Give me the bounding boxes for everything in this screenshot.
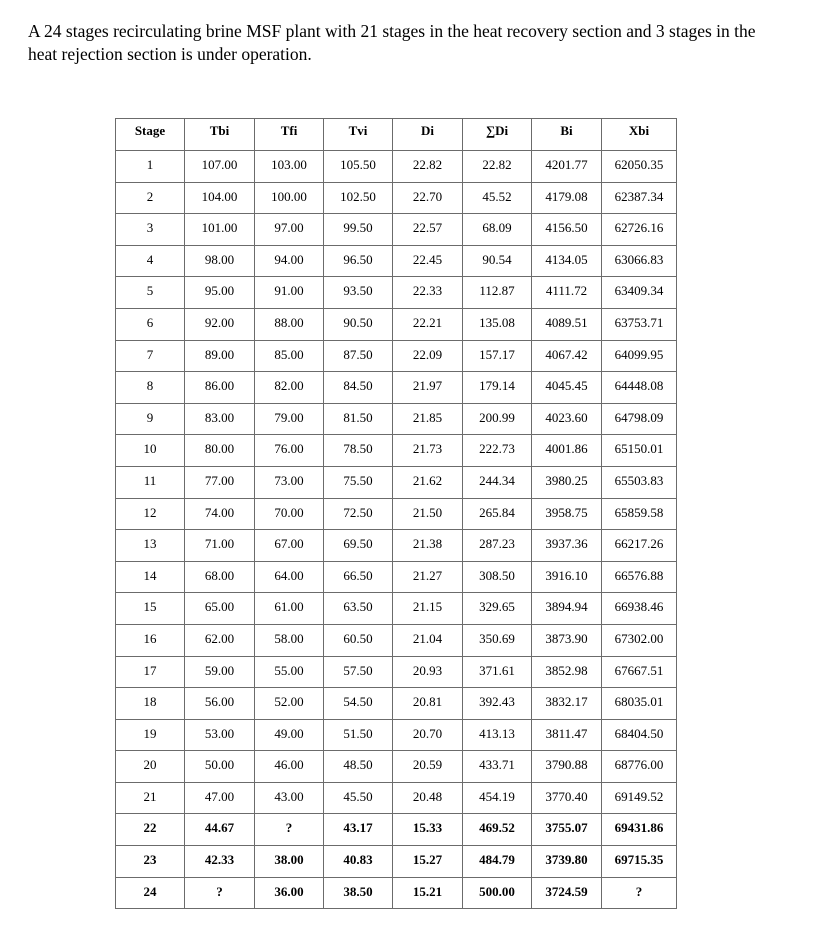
table-cell: 38.50 — [324, 877, 393, 909]
table-cell: 64798.09 — [602, 403, 677, 435]
table-cell: 90.54 — [463, 245, 532, 277]
table-cell: 4134.05 — [532, 245, 602, 277]
table-cell: 3 — [116, 214, 185, 246]
table-cell: ? — [602, 877, 677, 909]
table-cell: 67.00 — [255, 530, 324, 562]
table-cell: 65503.83 — [602, 466, 677, 498]
column-header: Bi — [532, 119, 602, 151]
table-row — [116, 751, 677, 783]
table-header-row — [116, 119, 677, 151]
table-cell: 22.82 — [393, 151, 463, 183]
table-cell: 68.00 — [185, 561, 255, 593]
table-cell: ? — [255, 814, 324, 846]
table-cell: 100.00 — [255, 182, 324, 214]
table-cell: 112.87 — [463, 277, 532, 309]
table-cell: 66576.88 — [602, 561, 677, 593]
table-cell: 64099.95 — [602, 340, 677, 372]
table-cell: 21.15 — [393, 593, 463, 625]
column-header: Tvi — [324, 119, 393, 151]
table-cell: 36.00 — [255, 877, 324, 909]
table-cell: 103.00 — [255, 151, 324, 183]
table-cell: 38.00 — [255, 846, 324, 878]
table-cell: 484.79 — [463, 846, 532, 878]
table-row — [116, 182, 677, 214]
table-cell: 62.00 — [185, 624, 255, 656]
table-cell: 287.23 — [463, 530, 532, 562]
table-cell: 62050.35 — [602, 151, 677, 183]
table-cell: 3894.94 — [532, 593, 602, 625]
table-row — [116, 814, 677, 846]
table-cell: 392.43 — [463, 688, 532, 720]
table-cell: 75.50 — [324, 466, 393, 498]
table-cell: 50.00 — [185, 751, 255, 783]
table-cell: 21.04 — [393, 624, 463, 656]
table-cell: 21.38 — [393, 530, 463, 562]
table-row — [116, 719, 677, 751]
table-cell: 79.00 — [255, 403, 324, 435]
table-cell: 53.00 — [185, 719, 255, 751]
table-cell: 308.50 — [463, 561, 532, 593]
table-cell: 52.00 — [255, 688, 324, 720]
table-cell: 4023.60 — [532, 403, 602, 435]
table-cell: 74.00 — [185, 498, 255, 530]
table-cell: 20.93 — [393, 656, 463, 688]
table-cell: 22.09 — [393, 340, 463, 372]
table-row — [116, 593, 677, 625]
table-cell: 98.00 — [185, 245, 255, 277]
table-row — [116, 308, 677, 340]
table-cell: 3873.90 — [532, 624, 602, 656]
table-row — [116, 530, 677, 562]
table-row — [116, 656, 677, 688]
table-cell: 3739.80 — [532, 846, 602, 878]
table-cell: 157.17 — [463, 340, 532, 372]
table-cell: 5 — [116, 277, 185, 309]
table-cell: 21.50 — [393, 498, 463, 530]
table-cell: 63409.34 — [602, 277, 677, 309]
table-cell: 86.00 — [185, 372, 255, 404]
table-cell: 78.50 — [324, 435, 393, 467]
table-row — [116, 498, 677, 530]
table-cell: 23 — [116, 846, 185, 878]
table-cell: 64448.08 — [602, 372, 677, 404]
table-cell: 85.00 — [255, 340, 324, 372]
table-cell: 61.00 — [255, 593, 324, 625]
table-cell: 55.00 — [255, 656, 324, 688]
table-row — [116, 877, 677, 909]
table-cell: 76.00 — [255, 435, 324, 467]
table-cell: 65150.01 — [602, 435, 677, 467]
table-cell: 21.73 — [393, 435, 463, 467]
table-cell: 58.00 — [255, 624, 324, 656]
table-cell: 3755.07 — [532, 814, 602, 846]
table-cell: 96.50 — [324, 245, 393, 277]
table-cell: 4111.72 — [532, 277, 602, 309]
table-cell: 62726.16 — [602, 214, 677, 246]
msf-stage-table — [115, 118, 677, 909]
table-cell: 24 — [116, 877, 185, 909]
column-header: Stage — [116, 119, 185, 151]
table-cell: 69715.35 — [602, 846, 677, 878]
table-cell: 56.00 — [185, 688, 255, 720]
table-cell: 22.45 — [393, 245, 463, 277]
table-row — [116, 151, 677, 183]
table-cell: 3980.25 — [532, 466, 602, 498]
table-cell: 3852.98 — [532, 656, 602, 688]
table-cell: 454.19 — [463, 782, 532, 814]
table-cell: 94.00 — [255, 245, 324, 277]
table-cell: 66217.26 — [602, 530, 677, 562]
table-cell: 90.50 — [324, 308, 393, 340]
table-cell: 93.50 — [324, 277, 393, 309]
table-cell: 20.59 — [393, 751, 463, 783]
table-cell: 3958.75 — [532, 498, 602, 530]
table-cell: 1 — [116, 151, 185, 183]
table-row — [116, 403, 677, 435]
table-cell: 3724.59 — [532, 877, 602, 909]
table-cell: 20.70 — [393, 719, 463, 751]
table-body — [116, 151, 677, 909]
table-cell: 47.00 — [185, 782, 255, 814]
table-cell: 97.00 — [255, 214, 324, 246]
table-cell: 3916.10 — [532, 561, 602, 593]
table-cell: 91.00 — [255, 277, 324, 309]
table-cell: 15.27 — [393, 846, 463, 878]
table-cell: 69431.86 — [602, 814, 677, 846]
problem-statement: A 24 stages recirculating brine MSF plant with 21 stages in the heat recovery section and 3 stages in the heat rejection section is under operation. — [28, 21, 756, 64]
table-cell: 3811.47 — [532, 719, 602, 751]
table-cell: 22.57 — [393, 214, 463, 246]
table-cell: 265.84 — [463, 498, 532, 530]
table-cell: 18 — [116, 688, 185, 720]
table-cell: 22.70 — [393, 182, 463, 214]
table-cell: 63753.71 — [602, 308, 677, 340]
table-cell: 3937.36 — [532, 530, 602, 562]
table-cell: 67302.00 — [602, 624, 677, 656]
table-cell: 350.69 — [463, 624, 532, 656]
table-cell: 500.00 — [463, 877, 532, 909]
table-cell: 54.50 — [324, 688, 393, 720]
table-cell: 68404.50 — [602, 719, 677, 751]
table-cell: 3832.17 — [532, 688, 602, 720]
table-cell: 12 — [116, 498, 185, 530]
table-cell: 8 — [116, 372, 185, 404]
table-cell: 4 — [116, 245, 185, 277]
table-cell: 3770.40 — [532, 782, 602, 814]
table-cell: 63066.83 — [602, 245, 677, 277]
table-cell: 4001.86 — [532, 435, 602, 467]
table-cell: 59.00 — [185, 656, 255, 688]
table-cell: 433.71 — [463, 751, 532, 783]
table-cell: 69149.52 — [602, 782, 677, 814]
table-cell: 15.33 — [393, 814, 463, 846]
table-cell: 44.67 — [185, 814, 255, 846]
table-cell: 244.34 — [463, 466, 532, 498]
table-row — [116, 624, 677, 656]
table-cell: 45.50 — [324, 782, 393, 814]
table-row — [116, 277, 677, 309]
table-cell: 105.50 — [324, 151, 393, 183]
table-cell: 99.50 — [324, 214, 393, 246]
table-cell: 65859.58 — [602, 498, 677, 530]
table-cell: 49.00 — [255, 719, 324, 751]
table-cell: 15.21 — [393, 877, 463, 909]
table-cell: 20.48 — [393, 782, 463, 814]
table-cell: 22.33 — [393, 277, 463, 309]
table-cell: 21.27 — [393, 561, 463, 593]
table-cell: 67667.51 — [602, 656, 677, 688]
table-cell: 21 — [116, 782, 185, 814]
table-cell: 4201.77 — [532, 151, 602, 183]
table-cell: 7 — [116, 340, 185, 372]
table-cell: 73.00 — [255, 466, 324, 498]
table-cell: 48.50 — [324, 751, 393, 783]
table-cell: 11 — [116, 466, 185, 498]
table-cell: 95.00 — [185, 277, 255, 309]
table-cell: 200.99 — [463, 403, 532, 435]
table-cell: 6 — [116, 308, 185, 340]
table-cell: 102.50 — [324, 182, 393, 214]
table-cell: 16 — [116, 624, 185, 656]
table-cell: 68776.00 — [602, 751, 677, 783]
table-cell: 19 — [116, 719, 185, 751]
table-cell: 179.14 — [463, 372, 532, 404]
table-cell: 69.50 — [324, 530, 393, 562]
table-cell: 329.65 — [463, 593, 532, 625]
table-cell: 9 — [116, 403, 185, 435]
table-cell: 17 — [116, 656, 185, 688]
table-cell: 42.33 — [185, 846, 255, 878]
table-cell: 72.50 — [324, 498, 393, 530]
table-cell: 60.50 — [324, 624, 393, 656]
table-cell: 84.50 — [324, 372, 393, 404]
table-cell: 57.50 — [324, 656, 393, 688]
table-cell: 3790.88 — [532, 751, 602, 783]
table-cell: 4179.08 — [532, 182, 602, 214]
column-header: Xbi — [602, 119, 677, 151]
table-cell: 65.00 — [185, 593, 255, 625]
table-cell: 82.00 — [255, 372, 324, 404]
table-row — [116, 214, 677, 246]
table-cell: 2 — [116, 182, 185, 214]
table-row — [116, 466, 677, 498]
table-cell: 4067.42 — [532, 340, 602, 372]
table-cell: 4156.50 — [532, 214, 602, 246]
table-cell: 21.85 — [393, 403, 463, 435]
table-cell: 40.83 — [324, 846, 393, 878]
table-cell: 87.50 — [324, 340, 393, 372]
table-cell: 222.73 — [463, 435, 532, 467]
table-cell: ? — [185, 877, 255, 909]
table-cell: 20 — [116, 751, 185, 783]
column-header: Tfi — [255, 119, 324, 151]
column-header: Di — [393, 119, 463, 151]
table-cell: 66.50 — [324, 561, 393, 593]
table-row — [116, 372, 677, 404]
table-cell: 70.00 — [255, 498, 324, 530]
table-cell: 101.00 — [185, 214, 255, 246]
table-cell: 4045.45 — [532, 372, 602, 404]
table-cell: 4089.51 — [532, 308, 602, 340]
table-cell: 68.09 — [463, 214, 532, 246]
table-cell: 68035.01 — [602, 688, 677, 720]
table-cell: 21.97 — [393, 372, 463, 404]
table-row — [116, 688, 677, 720]
table-cell: 89.00 — [185, 340, 255, 372]
table-cell: 107.00 — [185, 151, 255, 183]
table-cell: 104.00 — [185, 182, 255, 214]
table-cell: 371.61 — [463, 656, 532, 688]
table-cell: 21.62 — [393, 466, 463, 498]
table-cell: 83.00 — [185, 403, 255, 435]
table-cell: 43.17 — [324, 814, 393, 846]
table-cell: 469.52 — [463, 814, 532, 846]
table-cell: 77.00 — [185, 466, 255, 498]
table-row — [116, 340, 677, 372]
table-cell: 43.00 — [255, 782, 324, 814]
table-cell: 80.00 — [185, 435, 255, 467]
table-cell: 413.13 — [463, 719, 532, 751]
column-header: ∑Di — [463, 119, 532, 151]
table-cell: 92.00 — [185, 308, 255, 340]
table-row — [116, 435, 677, 467]
table-row — [116, 245, 677, 277]
column-header: Tbi — [185, 119, 255, 151]
table-cell: 22 — [116, 814, 185, 846]
table-cell: 64.00 — [255, 561, 324, 593]
table-cell: 135.08 — [463, 308, 532, 340]
table-cell: 22.21 — [393, 308, 463, 340]
table-cell: 62387.34 — [602, 182, 677, 214]
table-cell: 14 — [116, 561, 185, 593]
table-cell: 45.52 — [463, 182, 532, 214]
table-cell: 20.81 — [393, 688, 463, 720]
table-cell: 10 — [116, 435, 185, 467]
table-cell: 66938.46 — [602, 593, 677, 625]
table-cell: 15 — [116, 593, 185, 625]
table-cell: 13 — [116, 530, 185, 562]
table-row — [116, 846, 677, 878]
table-cell: 71.00 — [185, 530, 255, 562]
table-cell: 81.50 — [324, 403, 393, 435]
table-cell: 46.00 — [255, 751, 324, 783]
table-cell: 51.50 — [324, 719, 393, 751]
table-row — [116, 782, 677, 814]
table-cell: 88.00 — [255, 308, 324, 340]
table-cell: 63.50 — [324, 593, 393, 625]
table-row — [116, 561, 677, 593]
table-cell: 22.82 — [463, 151, 532, 183]
